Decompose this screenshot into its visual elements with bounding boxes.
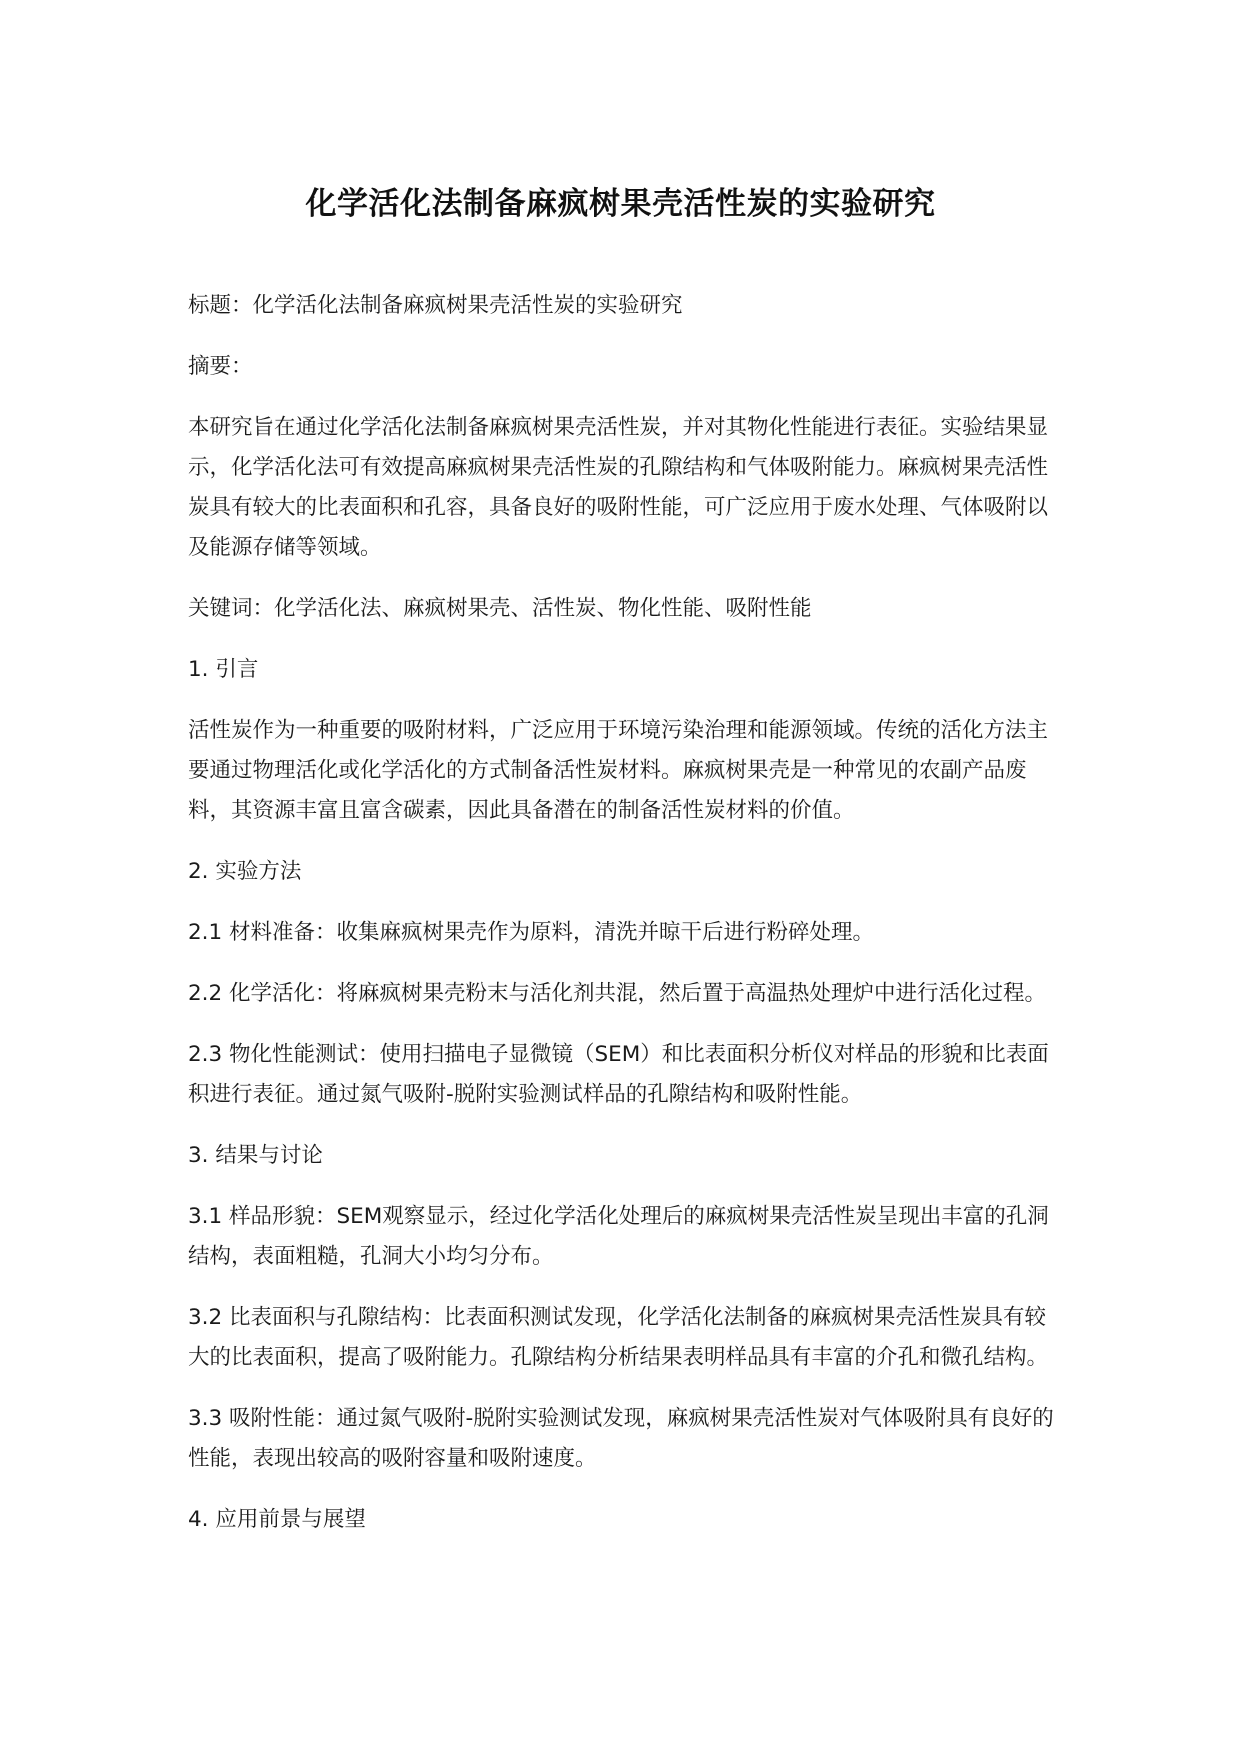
abstract-heading: 摘要： <box>188 354 253 379</box>
method-chemical-activation: 2.2 化学活化：将麻疯树果壳粉末与活化剂共混，然后置于高温热处理炉中进行活化过程。 <box>188 981 1047 1006</box>
result-surface-area: 3.2 比表面积与孔隙结构：比表面积测试发现，化学活化法制备的麻疯树果壳活性炭具有较大的比表面积，提高了吸附能力。孔隙结构分析结果表明样品具有丰富的介孔和微孔结构。 <box>188 1305 1049 1370</box>
document-body <box>188 286 1058 1561</box>
introduction-text: 活性炭作为一种重要的吸附材料，广泛应用于环境污染治理和能源领域。传统的活化方法主要通过物理活化或化学活化的方式制备活性炭材料。麻疯树果壳是一种常见的农副产品废料，其资源丰富且富含碳素，因此具备潜在的制备活性炭材料的价值。 <box>188 718 1049 823</box>
section-heading-introduction: 1. 引言 <box>188 657 259 682</box>
abstract-text: 本研究旨在通过化学活化法制备麻疯树果壳活性炭，并对其物化性能进行表征。实验结果显示，化学活化法可有效提高麻疯树果壳活性炭的孔隙结构和气体吸附能力。麻疯树果壳活性炭具有较大的比表面积和孔容，具备良好的吸附性能，可广泛应用于废水处理、气体吸附以及能源存储等领域。 <box>188 415 1049 560</box>
method-material-preparation: 2.1 材料准备：收集麻疯树果壳作为原料，清洗并晾干后进行粉碎处理。 <box>188 920 875 945</box>
section-heading-methods: 2. 实验方法 <box>188 859 302 884</box>
result-morphology: 3.1 样品形貌：SEM观察显示，经过化学活化处理后的麻疯树果壳活性炭呈现出丰富的孔洞结构，表面粗糙，孔洞大小均匀分布。 <box>188 1204 1049 1269</box>
method-characterization: 2.3 物化性能测试：使用扫描电子显微镜（SEM）和比表面积分析仪对样品的形貌和比表面积进行表征。通过氮气吸附-脱附实验测试样品的孔隙结构和吸附性能。 <box>188 1042 1049 1107</box>
section-heading-results: 3. 结果与讨论 <box>188 1143 323 1168</box>
result-adsorption: 3.3 吸附性能：通过氮气吸附-脱附实验测试发现，麻疯树果壳活性炭对气体吸附具有良好的性能，表现出较高的吸附容量和吸附速度。 <box>188 1406 1054 1471</box>
document-title: 化学活化法制备麻疯树果壳活性炭的实验研究 <box>305 186 936 222</box>
title-line: 标题：化学活化法制备麻疯树果壳活性炭的实验研究 <box>188 293 683 318</box>
keywords-line: 关键词：化学活化法、麻疯树果壳、活性炭、物化性能、吸附性能 <box>188 596 812 621</box>
section-heading-outlook: 4. 应用前景与展望 <box>188 1507 366 1532</box>
